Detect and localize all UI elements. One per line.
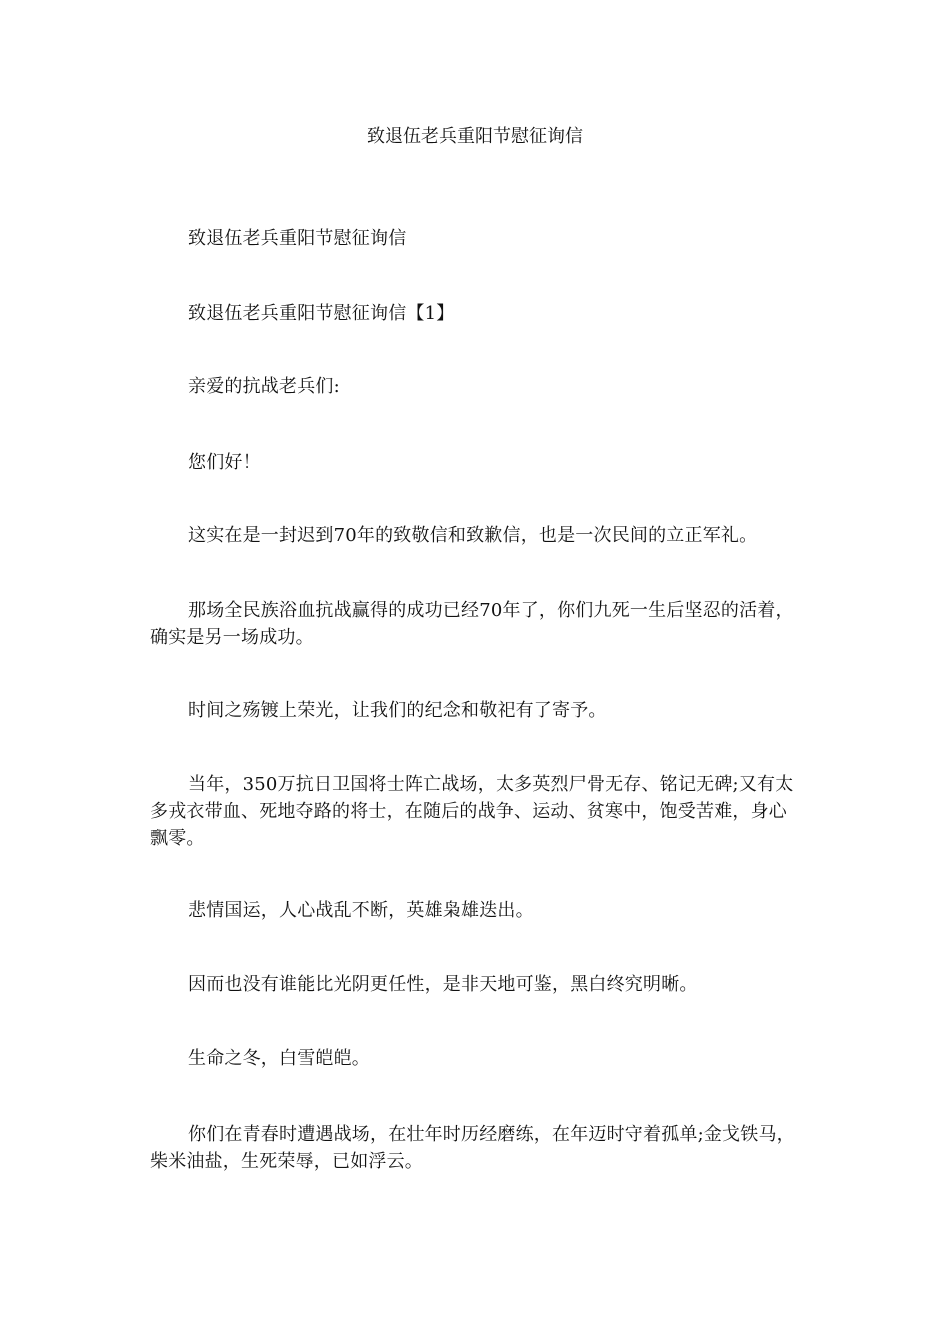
paragraph-subtitle: 致退伍老兵重阳节慰征询信 — [188, 228, 407, 249]
paragraph-body: 因而也没有谁能比光阴更任性，是非天地可鉴，黑白终究明晰。 — [188, 974, 698, 995]
paragraph-body: 当年，350万抗日卫国将士阵亡战场，太多英烈尸骨无存、铭记无碑;又有太多戎衣带血、死地夺路的将士，在随后的战争、运动、贫寒中，饱受苦难，身心飘零。 — [150, 774, 794, 849]
paragraph-body: 这实在是一封迟到70年的致敬信和致歉信，也是一次民间的立正军礼。 — [188, 525, 758, 546]
document-title: 致退伍老兵重阳节慰征询信 — [367, 126, 583, 147]
paragraph-body: 生命之冬，白雪皑皑。 — [188, 1048, 370, 1069]
paragraph-body: 你们在青春时遭遇战场，在壮年时历经磨练，在年迈时守着孤单;金戈铁马，柴米油盐，生死荣辱，已如浮云。 — [150, 1124, 795, 1172]
paragraph-body: 悲情国运，人心战乱不断，英雄枭雄迭出。 — [188, 900, 534, 921]
paragraph-body: 那场全民族浴血抗战赢得的成功已经70年了，你们九死一生后坚忍的活着，确实是另一场成功。 — [150, 600, 794, 648]
paragraph-section-heading: 致退伍老兵重阳节慰征询信【1】 — [188, 303, 455, 324]
paragraph-greeting: 您们好！ — [188, 452, 261, 473]
paragraph-salutation: 亲爱的抗战老兵们: — [188, 376, 340, 397]
paragraph-body: 时间之殇镀上荣光，让我们的纪念和敬祀有了寄予。 — [188, 700, 607, 721]
